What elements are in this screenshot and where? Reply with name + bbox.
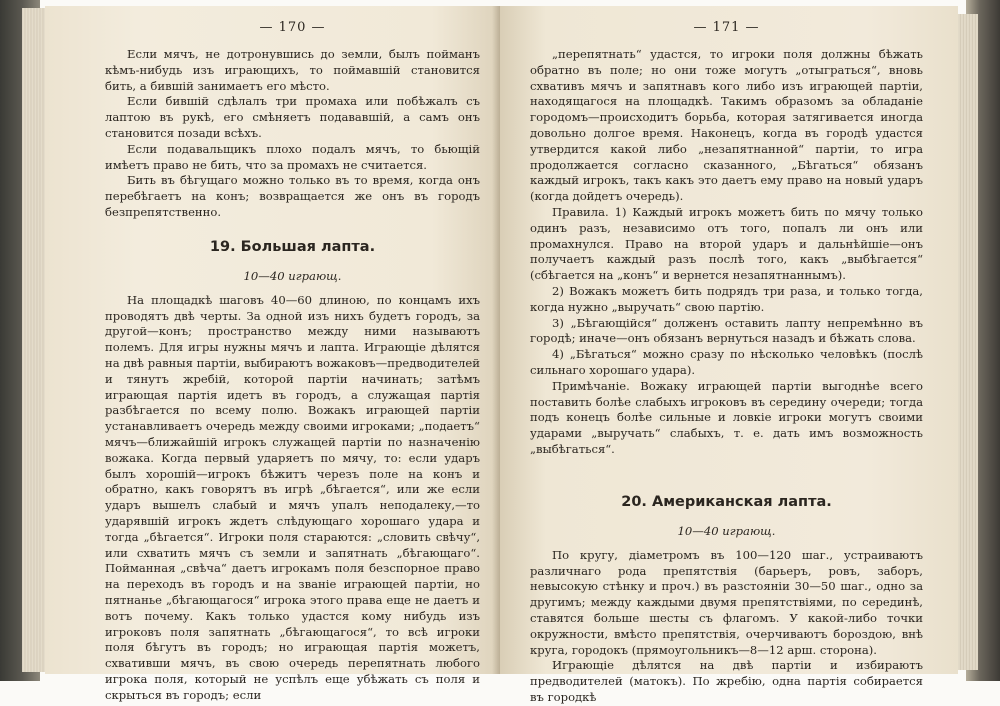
- players-count: 10—40 играющ.: [243, 268, 342, 283]
- paragraph: Если подавальщикъ плохо подалъ мячъ, то бьющій имѣетъ право не бить, что за промахъ не считается.: [105, 141, 480, 172]
- page-number-right: — 171 —: [693, 20, 760, 35]
- paragraph: Бить въ бѣгущаго можно только въ то время, когда онъ перебѣгаетъ на конъ; возвращается же онъ въ городъ безпрепятственно.: [105, 173, 480, 219]
- left-page: [45, 6, 500, 702]
- players-count: 10—40 играющ.: [677, 523, 776, 538]
- paragraph: Правила. 1) Каждый игрокъ можетъ бить по мячу только одинъ разъ, независимо отъ того, попалъ ли онъ или промахнулся. Право на второй ударъ и дальнѣйшіе—онъ получаетъ каждый разъ послѣ того, какъ „выбѣгается“ (сбѣгается на „конъ“ и вернется незапятнаннымъ).: [530, 204, 923, 283]
- paragraph: 4) „Бѣгаться“ можно сразу по нѣсколько человѣкъ (послѣ сильнаго хорошаго удара).: [530, 347, 923, 377]
- paragraph: Если мячъ, не дотронувшись до земли, былъ пойманъ кѣмъ-нибудь изъ играющихъ, то поймавшій становится бить, а бившій занимаетъ его мѣсто.: [105, 47, 480, 93]
- page-number-left: — 170 —: [259, 20, 326, 35]
- paragraph: Если бившій сдѣлалъ три промаха или побѣжалъ съ лаптою въ рукѣ, его смѣняетъ подававшій, а самъ онъ становится позади всѣхъ.: [105, 94, 480, 140]
- paragraph: Играющіе дѣлятся на двѣ партіи и избираютъ предводителей (матокъ). По жребію, одна партія собирается въ городкѣ: [530, 658, 923, 704]
- section-heading-19: 19. Большая лапта.: [209, 238, 376, 255]
- paragraph: 3) „Бѣгающійся“ долженъ оставить лапту непремѣнно въ городѣ; иначе—онъ обязанъ вернуться назадъ и бѣжать слова.: [530, 315, 923, 346]
- section-heading-20: 20. Американская лапта.: [621, 493, 832, 510]
- paragraph: На площадкѣ шаговъ 40—60 длиною, по концамъ ихъ проводятъ двѣ черты. За одной изъ нихъ будетъ городъ, за другой—конъ; пространство между ними называютъ полемъ. Для игры нужны мячъ и лапта. Играющіе дѣлятся на двѣ равныя партіи, выбираютъ вожаковъ—предводителей и тянутъ жребій, которой партіи начинать; затѣмъ играющая партія идетъ въ городъ, а служащая партія разбѣгается по всему полю. Вожакъ играющей партіи устанавливаетъ очередь между своими игроками; „подаетъ“ мячъ—ближайшій игрокъ служащей партіи по назначенію вожака. Когда первый ударяетъ по мячу, то: если ударъ былъ хорошій—игрокъ бѣжитъ черезъ поле на конъ и обратно, какъ говорятъ въ игрѣ „бѣгается“, или же если ударъ вышелъ слабый и мячъ упалъ неподалеку,—то ударявшій игрокъ ждетъ слѣдующаго хорошаго удара и тогда „бѣгается“. Игроки поля стараются: „словить свѣчу“, или схватить мячъ съ земли и запятнать „бѣгающаго“. Пойманная „свѣча“ даетъ игрокамъ поля безспорное право на переходъ въ городъ и на званіе играющей партіи, но пятнанье „бѣгающагося“ игрока этого права еще не даетъ и вотъ почему. Какъ только удастся кому нибудь изъ игроковъ поля запятнать „бѣгающагося“, то всѣ игроки поля бѣгутъ въ городъ; но играющая партія можетъ, схвативши мячъ, въ свою очередь перепятнать любого игрока поля, который не успѣлъ еще убѣжать съ поля и скрыться въ городъ; если: [105, 292, 480, 702]
- paragraph: По кругу, діаметромъ въ 100—120 шаг., устраиваютъ различнаго рода препятствія (барьеръ, ровъ, заборъ, невысокую стѣнку и проч.) въ разстояніи 30—50 шаг., одно за другимъ; между каждыми двумя препятствіями, по серединѣ, ставятся больше шесты съ флагомъ. У какой-либо точки окружности, вмѣсто препятствія, очерчиваютъ бороздою, внѣ круга, городокъ (прямоугольникъ—8—12 арш. сторона).: [530, 547, 923, 657]
- paragraph: „перепятнать“ удастся, то игроки поля должны бѣжать обратно въ поле; но они тоже могутъ „отыграться“, вновь схвативъ мячъ и запятнавъ кого либо изъ играющей партіи, находящагося на площадкѣ. Такимъ образомъ за обладаніе городомъ—происходитъ борьба, которая затягивается иногда довольно долгое время. Наконецъ, когда въ городѣ удастся утвердится какой либо „незапятнанной“ партіи, то игра продолжается согласно сказанного, „Бѣгаться“ обязанъ каждый игрокъ, такъ какъ это даетъ ему право на новый ударъ (когда дойдетъ очередь).: [530, 47, 923, 204]
- right-page: [500, 6, 958, 704]
- paragraph: 2) Вожакъ можетъ бить подрядъ три раза, и только тогда, когда нужно „выручать“ свою партію.: [530, 283, 923, 314]
- note-paragraph: Примѣчаніе. Вожаку играющей партіи выгоднѣе всего поставить болѣе слабыхъ игроковъ въ середину очереди; тогда подъ конецъ болѣе сильные и ловкіе игроки могутъ своими ударами „выручать“ слабыхъ, т. е. дать имъ возможность „выбѣгаться“.: [530, 378, 923, 456]
